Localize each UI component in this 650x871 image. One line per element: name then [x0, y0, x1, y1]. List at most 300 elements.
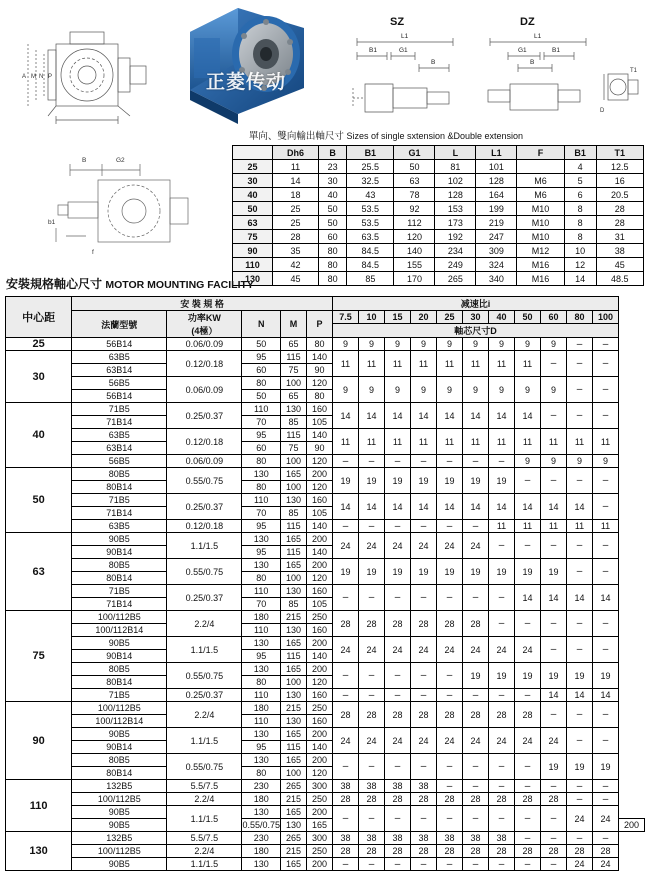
dims-cell: 102 — [435, 174, 476, 188]
m-cell: 115 — [281, 520, 307, 533]
shaft-d-cell: 9 — [489, 377, 515, 403]
shaft-d-cell: – — [541, 637, 567, 663]
dims-cell: 42 — [273, 258, 319, 272]
dims-cell: 18 — [273, 188, 319, 202]
table-row — [6, 858, 645, 871]
m-cell: 165 — [307, 819, 333, 832]
m-cell: 215 — [281, 702, 307, 715]
shaft-d-cell: – — [437, 754, 463, 780]
svg-text:B: B — [82, 157, 87, 164]
m-cell: 265 — [281, 832, 307, 845]
dims-cell: 219 — [476, 216, 517, 230]
shaft-d-cell: – — [567, 832, 593, 845]
shaft-d-cell: – — [593, 637, 619, 663]
dims-cell: 340 — [476, 272, 517, 286]
svg-text:L1: L1 — [401, 33, 409, 40]
shaft-d-cell: 19 — [411, 559, 437, 585]
shaft-d-cell: – — [385, 455, 411, 468]
shaft-d-cell: – — [385, 754, 411, 780]
shaft-d-cell: 24 — [385, 637, 411, 663]
table-row — [6, 338, 645, 351]
table-row — [6, 533, 645, 546]
p-cell: 140 — [307, 351, 333, 364]
shaft-d-cell: 11 — [515, 429, 541, 455]
shaft-d-cell: – — [593, 611, 619, 637]
shaft-d-cell: 28 — [541, 845, 567, 858]
dims-cell: 45 — [596, 258, 643, 272]
shaft-d-cell: 11 — [411, 351, 437, 377]
n-cell: 130 — [242, 663, 281, 676]
table-row — [233, 258, 644, 272]
power-cell: 0.55/0.75 — [167, 754, 242, 780]
shaft-d-cell: 24 — [385, 728, 411, 754]
flange-cell: 71B5 — [72, 403, 167, 416]
shaft-d-cell: – — [567, 780, 593, 793]
shaft-d-cell: 19 — [567, 663, 593, 689]
dims-cell: 324 — [476, 258, 517, 272]
p-cell: 120 — [307, 455, 333, 468]
shaft-d-cell: 24 — [333, 533, 359, 559]
shaft-d-cell: – — [593, 468, 619, 494]
shaft-d-cell: 19 — [515, 559, 541, 585]
shaft-d-cell: 28 — [463, 611, 489, 637]
shaft-d-cell: – — [333, 689, 359, 702]
shaft-d-cell: 14 — [515, 585, 541, 611]
shaft-d-cell: – — [437, 455, 463, 468]
power-cell: 0.25/0.37 — [167, 403, 242, 429]
shaft-d-cell: – — [515, 832, 541, 845]
p-cell: 120 — [307, 572, 333, 585]
shaft-d-cell: 14 — [593, 689, 619, 702]
svg-text:L1: L1 — [534, 33, 542, 40]
flange-cell: 71B14 — [72, 507, 167, 520]
shaft-d-cell: 24 — [411, 533, 437, 559]
flange-cell: 63B14 — [72, 442, 167, 455]
shaft-d-cell: – — [333, 858, 359, 871]
p-cell: 200 — [307, 663, 333, 676]
svg-text:D: D — [600, 108, 605, 114]
shaft-d-cell: – — [489, 780, 515, 793]
m-cell: 165 — [281, 728, 307, 741]
shaft-d-cell: 19 — [567, 754, 593, 780]
dims-cell: 28 — [596, 216, 643, 230]
p-cell: 120 — [307, 767, 333, 780]
dims-cell: 309 — [476, 244, 517, 258]
shaft-d-cell: – — [567, 559, 593, 585]
flange-cell: 90B14 — [72, 546, 167, 559]
shaft-d-cell: – — [411, 689, 437, 702]
shaft-d-cell: 38 — [463, 832, 489, 845]
n-cell: 50 — [242, 338, 281, 351]
shaft-d-cell: 11 — [437, 351, 463, 377]
n-cell: 130 — [242, 468, 281, 481]
n-cell: 180 — [242, 793, 281, 806]
flange-cell: 80B14 — [72, 572, 167, 585]
shaft-d-cell: – — [593, 793, 619, 806]
m-cell: 130 — [281, 585, 307, 598]
shaft-d-cell: 14 — [541, 585, 567, 611]
shaft-d-cell: 19 — [463, 559, 489, 585]
shaft-d-cell: 9 — [541, 377, 567, 403]
svg-text:N: N — [39, 74, 44, 80]
flange-cell: 100/112B5 — [72, 793, 167, 806]
n-cell: 130 — [242, 858, 281, 871]
shaft-d-cell: 19 — [333, 559, 359, 585]
center-distance-cell: 30 — [6, 351, 72, 403]
shaft-d-cell: 38 — [385, 780, 411, 793]
shaft-d-cell: 11 — [385, 351, 411, 377]
m-cell: 115 — [281, 351, 307, 364]
shaft-d-cell: 24 — [489, 637, 515, 663]
shaft-d-cell: 9 — [437, 377, 463, 403]
dims-cell: 81 — [435, 160, 476, 174]
shaft-d-cell: 24 — [437, 533, 463, 559]
header-ratio-60: 60 — [541, 311, 567, 324]
m-cell: 65 — [281, 338, 307, 351]
dims-cell: 11 — [273, 160, 319, 174]
shaft-d-cell: 14 — [463, 403, 489, 429]
dims-cell: 28 — [273, 230, 319, 244]
dims-row-label: 50 — [233, 202, 273, 216]
m-cell: 115 — [281, 650, 307, 663]
shaft-d-cell: 38 — [359, 780, 385, 793]
p-cell: 160 — [307, 624, 333, 637]
shaft-d-cell: 28 — [359, 611, 385, 637]
flange-cell: 71B14 — [72, 598, 167, 611]
shaft-d-cell: 28 — [411, 845, 437, 858]
n-cell: 80 — [242, 572, 281, 585]
shaft-d-cell: – — [567, 403, 593, 429]
shaft-d-cell: – — [515, 754, 541, 780]
shaft-d-cell: 11 — [411, 429, 437, 455]
p-cell: 200 — [307, 754, 333, 767]
table-header-row — [6, 297, 645, 311]
dims-cell: 38 — [596, 244, 643, 258]
shaft-d-cell: 19 — [437, 468, 463, 494]
shaft-d-cell: – — [463, 754, 489, 780]
dims-cell: 112 — [394, 216, 435, 230]
shaft-d-cell: – — [489, 585, 515, 611]
shaft-d-cell: 9 — [333, 377, 359, 403]
m-cell: 85 — [281, 598, 307, 611]
n-cell: 130 — [242, 559, 281, 572]
shaft-d-cell: 11 — [593, 429, 619, 455]
shaft-d-cell: 11 — [333, 351, 359, 377]
power-cell: 0.12/0.18 — [167, 351, 242, 377]
shaft-d-cell: 24 — [593, 806, 619, 832]
dims-col-header: L1 — [476, 146, 517, 160]
flange-cell: 71B14 — [72, 416, 167, 429]
svg-text:P: P — [48, 74, 53, 80]
m-cell: 165 — [281, 559, 307, 572]
header-ratio-40: 40 — [489, 311, 515, 324]
power-cell: 0.55/0.75 — [242, 820, 280, 830]
shaft-d-cell: 38 — [333, 780, 359, 793]
shaft-d-cell: – — [593, 832, 619, 845]
shaft-d-cell: 24 — [515, 728, 541, 754]
shaft-d-cell: 28 — [437, 845, 463, 858]
shaft-d-cell: 28 — [333, 702, 359, 728]
table-row — [233, 202, 644, 216]
shaft-d-cell: 14 — [541, 494, 567, 520]
dims-cell: 170 — [394, 272, 435, 286]
center-distance-cell: 130 — [6, 832, 72, 871]
n-cell: 95 — [242, 351, 281, 364]
shaft-d-cell: 11 — [515, 351, 541, 377]
header-power: 功率KW (4極） — [167, 311, 242, 338]
dims-row-label: 63 — [233, 216, 273, 230]
shaft-d-cell: 19 — [541, 663, 567, 689]
shaft-d-cell: 38 — [359, 832, 385, 845]
flange-cell: 90B14 — [72, 650, 167, 663]
header-ratio-100: 100 — [593, 311, 619, 324]
table-row — [6, 494, 645, 507]
dims-cell: 84.5 — [347, 244, 394, 258]
dims-cell: 50 — [394, 160, 435, 174]
svg-text:B: B — [431, 59, 436, 66]
flange-cell: 56B5 — [72, 377, 167, 390]
m-cell: 115 — [281, 429, 307, 442]
shaft-d-cell: – — [541, 806, 567, 832]
n-cell: 80 — [242, 455, 281, 468]
shaft-d-cell: – — [541, 780, 567, 793]
dims-cell: 234 — [435, 244, 476, 258]
svg-text:T1: T1 — [630, 68, 638, 74]
svg-text:G2: G2 — [116, 157, 125, 164]
shaft-d-cell: 28 — [411, 793, 437, 806]
center-distance-cell: 25 — [6, 338, 72, 351]
dims-cell: 8 — [564, 230, 596, 244]
p-cell: 160 — [307, 494, 333, 507]
shaft-d-cell: – — [593, 702, 619, 728]
dims-cell: 6 — [564, 188, 596, 202]
power-cell: 0.12/0.18 — [167, 429, 242, 455]
shaft-d-cell: – — [385, 689, 411, 702]
shaft-d-cell: 14 — [359, 403, 385, 429]
table-row — [6, 663, 645, 676]
shaft-d-cell: – — [359, 689, 385, 702]
shaft-d-cell: 11 — [515, 520, 541, 533]
dims-cell: 84.5 — [347, 258, 394, 272]
m-cell: 75 — [281, 442, 307, 455]
shaft-d-cell: 24 — [411, 728, 437, 754]
dims-cell: 14 — [564, 272, 596, 286]
header-mount-spec: 安 裝 規 格 — [72, 297, 333, 311]
shaft-d-cell: 28 — [333, 845, 359, 858]
power-cell: 0.55/0.75 — [167, 663, 242, 689]
shaft-d-cell: – — [515, 533, 541, 559]
shaft-d-cell: – — [541, 702, 567, 728]
n-cell: 80 — [242, 481, 281, 494]
shaft-d-cell: – — [515, 468, 541, 494]
shaft-d-cell: 19 — [385, 559, 411, 585]
dims-cell: 8 — [564, 216, 596, 230]
dims-cell: 48.5 — [596, 272, 643, 286]
n-cell: 95 — [242, 429, 281, 442]
shaft-d-cell: – — [463, 806, 489, 832]
table-header-row — [6, 311, 645, 324]
flange-cell: 100/112B14 — [72, 624, 167, 637]
dims-cell: M10 — [517, 202, 564, 216]
dims-col-header: L — [435, 146, 476, 160]
table-row — [6, 351, 645, 364]
shaft-d-cell: – — [359, 585, 385, 611]
n-cell: 130 — [242, 806, 281, 819]
flange-cell: 90B5 — [72, 728, 167, 741]
table-row — [6, 611, 645, 624]
shaft-d-cell: – — [489, 533, 515, 559]
table-row — [6, 468, 645, 481]
shaft-d-cell: – — [593, 338, 619, 351]
drawing-caption — [236, 128, 536, 142]
m-cell: 215 — [281, 611, 307, 624]
dims-cell: 30 — [319, 174, 347, 188]
svg-text:G1: G1 — [518, 47, 527, 54]
n-cell: 95 — [242, 520, 281, 533]
svg-text:B1: B1 — [552, 47, 560, 54]
shaft-d-cell: – — [385, 663, 411, 689]
power-cell: 0.25/0.37 — [167, 689, 242, 702]
header-flange: 法蘭型號 — [72, 311, 167, 338]
m-cell: 100 — [281, 767, 307, 780]
shaft-d-cell: – — [385, 585, 411, 611]
dims-cell: 12.5 — [596, 160, 643, 174]
flange-cell: 100/112B5 — [72, 611, 167, 624]
shaft-d-cell: – — [411, 754, 437, 780]
shaft-d-cell: – — [463, 780, 489, 793]
n-cell: 110 — [242, 585, 281, 598]
p-cell: 200 — [307, 468, 333, 481]
shaft-d-cell: – — [541, 533, 567, 559]
shaft-d-cell: – — [489, 611, 515, 637]
power-cell: 1.1/1.5 — [167, 728, 242, 754]
dims-cell: 60 — [319, 230, 347, 244]
dims-cell: 85 — [347, 272, 394, 286]
shaft-d-cell: – — [437, 806, 463, 832]
shaft-d-cell: 28 — [359, 845, 385, 858]
shaft-d-cell: 28 — [385, 845, 411, 858]
shaft-d-cell: 9 — [463, 338, 489, 351]
m-cell: 115 — [281, 741, 307, 754]
n-cell: 230 — [242, 832, 281, 845]
center-distance-cell: 90 — [6, 702, 72, 780]
shaft-d-cell: 14 — [411, 494, 437, 520]
shaft-d-cell: 14 — [385, 403, 411, 429]
flange-cell: 90B5 — [72, 819, 167, 832]
shaft-d-cell: – — [359, 455, 385, 468]
m-cell: 165 — [281, 533, 307, 546]
shaft-d-cell: 24 — [385, 533, 411, 559]
p-cell: 200 — [307, 858, 333, 871]
shaft-d-cell: 11 — [567, 520, 593, 533]
m-cell: 65 — [281, 390, 307, 403]
shaft-d-cell: 24 — [437, 637, 463, 663]
shaft-d-cell: – — [593, 559, 619, 585]
table-row — [6, 455, 645, 468]
m-cell: 130 — [281, 624, 307, 637]
p-cell: 80 — [307, 390, 333, 403]
shaft-d-cell: 14 — [515, 403, 541, 429]
shaft-d-cell: 11 — [437, 429, 463, 455]
flange-cell: 90B5 — [72, 858, 167, 871]
shaft-d-cell: 24 — [567, 806, 593, 832]
shaft-d-cell: 11 — [489, 520, 515, 533]
flange-cell: 63B5 — [72, 520, 167, 533]
shaft-d-cell: 9 — [593, 455, 619, 468]
dims-cell: 14 — [273, 174, 319, 188]
svg-text:G1: G1 — [399, 47, 408, 54]
shaft-d-cell: – — [567, 702, 593, 728]
shaft-d-cell: 24 — [359, 533, 385, 559]
dims-col-header: B — [319, 146, 347, 160]
shaft-d-cell: – — [567, 377, 593, 403]
m-cell: 100 — [281, 455, 307, 468]
flange-cell: 132B5 — [72, 832, 167, 845]
p-cell: 200 — [619, 819, 645, 832]
shaft-d-cell: – — [359, 858, 385, 871]
dims-col-header: T1 — [596, 146, 643, 160]
dims-col-header: F — [517, 146, 564, 160]
m-cell: 130 — [281, 689, 307, 702]
dims-col-header: B1 — [347, 146, 394, 160]
shaft-d-cell: – — [567, 533, 593, 559]
shaft-d-cell: – — [437, 780, 463, 793]
p-cell: 200 — [307, 533, 333, 546]
p-cell: 140 — [307, 546, 333, 559]
section-title — [6, 275, 254, 292]
shaft-d-cell: 19 — [385, 468, 411, 494]
dims-cell: 31 — [596, 230, 643, 244]
p-cell: 300 — [307, 832, 333, 845]
dims-cell: M12 — [517, 244, 564, 258]
flange-cell: 56B5 — [72, 455, 167, 468]
n-cell: 130 — [242, 637, 281, 650]
m-cell: 215 — [281, 793, 307, 806]
shaft-d-cell: – — [463, 689, 489, 702]
p-cell: 140 — [307, 520, 333, 533]
shaft-d-cell: 24 — [463, 637, 489, 663]
p-cell: 105 — [307, 598, 333, 611]
shaft-d-cell: 24 — [489, 728, 515, 754]
shaft-d-cell: – — [567, 728, 593, 754]
power-cell: 0.06/0.09 — [167, 455, 242, 468]
p-cell: 250 — [307, 845, 333, 858]
shaft-d-cell: – — [567, 338, 593, 351]
dims-cell: 120 — [394, 230, 435, 244]
shaft-d-cell: 24 — [463, 728, 489, 754]
shaft-d-cell: 9 — [437, 338, 463, 351]
section-title-cn: 安裝規格軸心尺寸 — [6, 277, 103, 291]
sz-label: SZ — [390, 16, 405, 28]
shaft-d-cell: – — [463, 520, 489, 533]
p-cell: 80 — [307, 338, 333, 351]
m-cell: 85 — [281, 507, 307, 520]
power-cell: 5.5/7.5 — [167, 780, 242, 793]
dims-cell: 40 — [319, 188, 347, 202]
dz-label: DZ — [520, 16, 535, 28]
flange-cell: 90B14 — [72, 741, 167, 754]
p-cell: 200 — [307, 637, 333, 650]
svg-text:A: A — [22, 74, 27, 80]
shaft-d-cell: 9 — [359, 338, 385, 351]
flange-cell: 71B5 — [72, 494, 167, 507]
n-cell: 80 — [242, 676, 281, 689]
dims-cell: 247 — [476, 230, 517, 244]
header-ratio-7.5: 7.5 — [333, 311, 359, 324]
shaft-d-cell: – — [541, 832, 567, 845]
shaft-d-cell: 28 — [515, 702, 541, 728]
center-distance-cell: 50 — [6, 468, 72, 533]
